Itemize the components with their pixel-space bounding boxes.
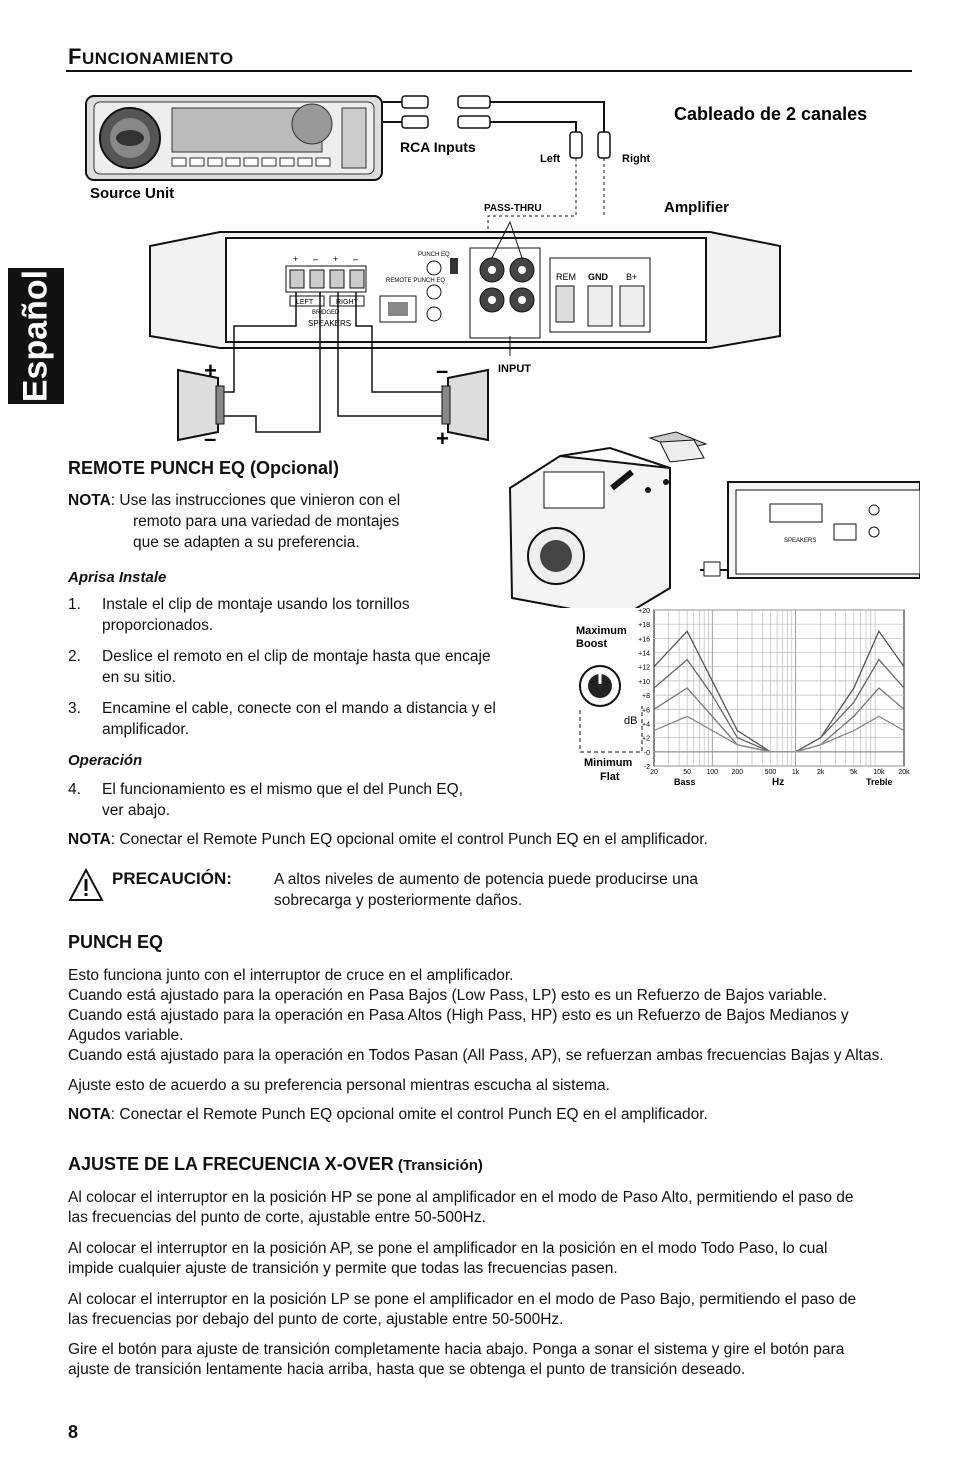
svg-text:–: –	[204, 426, 217, 451]
db-label: dB	[624, 715, 638, 727]
y-tick-label: +18	[638, 622, 650, 630]
remote-punch-eq-heading: REMOTE PUNCH EQ (Opcional)	[68, 458, 340, 478]
diagram-title: Cableado de 2 canales	[674, 104, 868, 124]
x-axis-treble: Treble	[866, 777, 893, 787]
left-speaker	[178, 370, 224, 440]
svg-text:SPEAKERS: SPEAKERS	[784, 538, 817, 544]
y-tick-label: +16	[638, 636, 650, 644]
operation-heading: Operación	[68, 752, 143, 769]
x-tick-label: 2k	[816, 769, 825, 776]
punch-eq-heading: PUNCH EQ	[68, 932, 164, 952]
rca-inputs-label: RCA Inputs	[400, 139, 476, 155]
caution-line-2: sobrecarga y posteriormente daños.	[274, 892, 523, 909]
y-tick-label: +20	[638, 608, 650, 615]
x-tick-label: 1k	[791, 769, 800, 776]
remote-note-line3: que se adapten a su preferencia.	[133, 534, 360, 551]
quick-install-heading: Aprisa Instale	[68, 569, 167, 586]
remote-note-line2: remoto para una variedad de montajes	[133, 513, 400, 530]
xover-paragraph: Al colocar el interruptor en la posición LP se pone el amplificador en el modo de Paso Bajo, permitiendo el paso de las frecuencias por debajo del punto de corte, ajustable entre 50-500Hz.	[68, 1291, 857, 1328]
xover-paragraph: Gire el botón para ajuste de transición completamente hacia abajo. Ponga a sonar el sistema y gire el botón para ajuste de transición lentamente hacia arriba, hasta que se obtenga el punto de transición deseado.	[68, 1341, 845, 1378]
x-axis-label: Hz	[772, 777, 785, 788]
svg-text:–: –	[436, 358, 449, 383]
svg-text:REMOTE PUNCH EQ: REMOTE PUNCH EQ	[386, 278, 446, 284]
bplus-label: B+	[626, 272, 638, 282]
remote-note-2: NOTA: Conectar el Remote Punch EQ opcional omite el control Punch EQ en el amplificador.	[68, 831, 708, 848]
source-unit-label: Source Unit	[90, 185, 175, 202]
page-number: 8	[68, 1422, 79, 1442]
svg-text:+: +	[436, 426, 449, 451]
wiring-diagram	[80, 86, 920, 456]
svg-text:–: –	[313, 254, 319, 264]
x-tick-label: 10k	[873, 769, 885, 776]
svg-text:LEFT: LEFT	[296, 299, 314, 306]
remote-mounting-illustration	[500, 428, 920, 608]
x-tick-label: 20k	[898, 769, 910, 776]
svg-text:BRIDGED: BRIDGED	[312, 310, 340, 316]
amplifier-label: Amplifier	[664, 199, 730, 216]
y-tick-label: +4	[642, 721, 650, 729]
list-item: 1. Instale el clip de montaje usando los tornillos proporcionados.	[68, 596, 410, 634]
punch-eq-note: NOTA: Conectar el Remote Punch EQ opcional omite el control Punch EQ en el amplificador.	[68, 1106, 708, 1123]
y-tick-label: -2	[643, 764, 650, 771]
svg-text:+: +	[204, 358, 217, 383]
gnd-label: GND	[588, 272, 608, 282]
x-tick-label: 20	[650, 769, 658, 776]
svg-text:RIGHT: RIGHT	[336, 299, 358, 306]
warning-icon	[68, 868, 104, 902]
list-item: 4. El funcionamiento es el mismo que el del Punch EQ, ver abajo.	[68, 781, 463, 819]
caution-line-1: A altos niveles de aumento de potencia puede producirse una	[274, 871, 698, 888]
chart-frame	[654, 610, 904, 766]
list-item: 2. Deslice el remoto en el clip de montaje hasta que encaje en su sitio.	[68, 648, 491, 686]
x-tick-label: 200	[731, 769, 744, 776]
x-tick-label: 50	[683, 769, 692, 776]
svg-text:+: +	[293, 254, 299, 264]
section-title: FUNCIONAMIENTO	[68, 44, 234, 69]
x-tick-label: 100	[706, 769, 719, 776]
punch-eq-paragraph: Esto funciona junto con el interruptor de cruce en el amplificador. Cuando está ajustado para la operación en Pasa Bajos (Low Pass, LP) esto es un Refuerzo de Bajos variable. Cuando está ajustado para la operación en Pasa Altos (High Pass, HP) esto es un Refuerzo de Bajos Medianos y Agudos variable. Cuando está ajustado para la operación en Todos Pasan (All Pass, AP), se refuerzan ambas frecuencias Bajas y Altas.	[68, 967, 884, 1064]
input-label: INPUT	[498, 363, 531, 375]
right-speaker	[442, 370, 488, 440]
pass-thru-label: PASS-THRU	[484, 203, 542, 214]
y-tick-label: +6	[642, 707, 650, 715]
xover-paragraph: Al colocar el interruptor en la posición HP se pone al amplificador en el modo de Paso Alto, permitiendo el paso de las frecuencias del punto de corte, ajustable entre 50-500Hz.	[68, 1189, 854, 1226]
speakers-label: SPEAKERS	[308, 319, 352, 328]
punch-eq-adjust: Ajuste esto de acuerdo a su preferencia personal mientras escucha al sistema.	[68, 1077, 610, 1094]
xover-heading: AJUSTE DE LA FRECUENCIA X-OVER (Transición)	[68, 1154, 483, 1174]
source-unit-illustration	[86, 96, 382, 180]
min-flat-label: Minimum	[584, 757, 633, 769]
list-item: 3. Encamine el cable, conecte con el mando a distancia y el amplificador.	[68, 700, 496, 738]
xover-paragraph: Al colocar el interruptor en la posición AP, se pone el amplificador en la posición en el modo Todo Paso, lo cual impide cualquier ajuste de transición y permite que todas las frecuencias pasen.	[68, 1240, 828, 1277]
language-tab: Español	[8, 268, 64, 404]
x-axis-bass: Bass	[674, 777, 696, 787]
svg-text:+: +	[333, 254, 339, 264]
punch-eq-chart	[570, 600, 915, 792]
y-tick-label: +2	[642, 735, 650, 743]
header-rule	[66, 70, 912, 72]
y-tick-label: +10	[638, 678, 650, 686]
x-tick-label: 5k	[850, 769, 858, 776]
caution-label: PRECAUCIÓN:	[112, 869, 232, 888]
y-tick-label: -0	[643, 749, 650, 757]
x-tick-label: 500	[764, 769, 777, 776]
y-tick-label: +12	[638, 664, 650, 672]
svg-text:Boost: Boost	[576, 638, 608, 650]
rca-right-label: Right	[622, 153, 651, 165]
rca-left-label: Left	[540, 153, 561, 165]
max-boost-label: Maximum	[576, 625, 627, 637]
rem-label: REM	[556, 272, 576, 282]
eq-knob-icon	[580, 666, 620, 706]
remote-note: NOTA: Use las instrucciones que vinieron con el	[68, 492, 401, 509]
y-tick-label: +14	[638, 650, 650, 658]
y-tick-label: +8	[642, 693, 650, 701]
svg-text:–: –	[353, 254, 359, 264]
svg-text:Flat: Flat	[600, 771, 620, 783]
svg-text:PUNCH EQ: PUNCH EQ	[418, 252, 450, 258]
